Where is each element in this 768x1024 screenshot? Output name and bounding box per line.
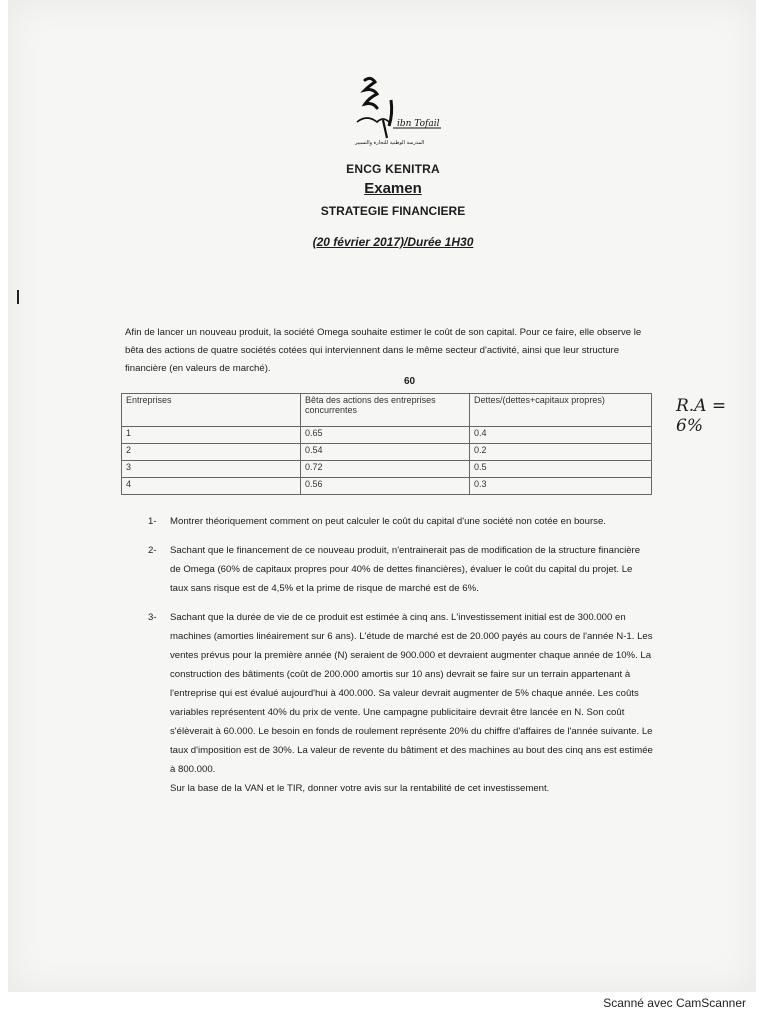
table-cell: 0.5	[470, 461, 652, 478]
handwritten-doodle: 60	[404, 376, 416, 387]
question-2	[148, 541, 653, 598]
table-cell: 0.2	[470, 444, 652, 461]
intro-paragraph: Afin de lancer un nouveau produit, la société Omega souhaite estimer le coût de son capital. Pour ce faire, elle observe le bêta des actions de quatre sociétés cotées qui interviennent dans le même secteur d'activité, ainsi que leur structure financière (en valeurs de marché).	[125, 327, 642, 374]
beta-table	[121, 393, 652, 495]
subject-title: STRATEGIE FINANCIERE	[320, 204, 466, 218]
question-text-conclusion: Sur la base de la VAN et le TIR, donner votre avis sur la rentabilité de cet investissement.	[170, 783, 550, 794]
svg-text:المدرسة الوطنية للتجارة والتسي: المدرسة الوطنية للتجارة والتسيير	[355, 140, 425, 146]
table-cell: 2	[122, 444, 301, 461]
table-row	[122, 461, 652, 478]
table-cell: 4	[122, 478, 301, 495]
table-cell: 0.65	[301, 427, 470, 444]
table-cell: 0.54	[301, 444, 470, 461]
handwritten-margin-note: R.A = 6%	[676, 396, 727, 436]
question-text: Sachant que la durée de vie de ce produit est estimée à cinq ans. L'investissement initial est de 300.000 en machines (amorties linéairement sur 6 ans). L'étude de marché est de 20.000 payés au cours de l'année N-1. Les ventes prévus pour la première année (N) seraient de 900.000 et devraient augmenter chaque année de 10%. La construction des bâtiments (coût de 200.000 amortis sur 10 ans) devrait se faire sur un terrain appartenant à l'entreprise qui est évalué aujourd'hui à 400.000. Sa valeur devrait augmenter de 5% chaque année. Les coûts variables représentent 40% du prix de vente. Une campagne publicitaire devrait être lancée en N. Son coût s'élèverait à 60.000. Le besoin en fonds de roulement représente 20% du chiffre d'affaires de l'année suivante. Le taux d'imposition est de 30%. La valeur de revente du bâtiment et des machines au bout des cinq ans est estimée à 800.000.	[170, 612, 653, 775]
table-cell: 0.3	[470, 478, 652, 495]
question-1	[148, 512, 653, 531]
table-header-cell: Bêta des actions des entreprises concurrentes	[301, 394, 470, 427]
scanned-page	[8, 0, 756, 992]
table-header-row	[122, 394, 652, 427]
exam-date-duration: (20 février 2017)/Durée 1H30	[312, 235, 474, 249]
question-text: Montrer théoriquement comment on peut calculer le coût du capital d'une société non cotée en bourse.	[170, 516, 606, 527]
table-header-cell: Entreprises	[122, 394, 301, 427]
question-3	[148, 608, 653, 798]
question-number: 3-	[148, 612, 157, 623]
table-cell: 0.56	[301, 478, 470, 495]
exam-title: Examen	[364, 180, 422, 197]
table-cell: 1	[122, 427, 301, 444]
edge-mark	[17, 290, 19, 304]
table-cell: 3	[122, 461, 301, 478]
table-cell: 0.72	[301, 461, 470, 478]
school-name: ENCG KENITRA	[346, 162, 440, 176]
question-number: 2-	[148, 545, 157, 556]
school-logo-icon	[343, 70, 453, 150]
camscanner-watermark: Scanné avec CamScanner	[603, 996, 746, 1010]
question-text: Sachant que le financement de ce nouveau produit, n'entrainerait pas de modification de la structure financière de Omega (60% de capitaux propres pour 40% de dettes financières), évaluer le coût du capital du projet. Le taux sans risque est de 4,5% et la prime de risque de marché est de 6%.	[170, 545, 641, 594]
table-cell: 0.4	[470, 427, 652, 444]
school-logo	[343, 70, 453, 150]
svg-text:ibn Tofail: ibn Tofail	[397, 119, 440, 129]
questions-list	[148, 512, 653, 808]
table-row	[122, 444, 652, 461]
question-number: 1-	[148, 516, 157, 527]
table-row	[122, 427, 652, 444]
table-header-cell: Dettes/(dettes+capitaux propres)	[470, 394, 652, 427]
table-row	[122, 478, 652, 495]
